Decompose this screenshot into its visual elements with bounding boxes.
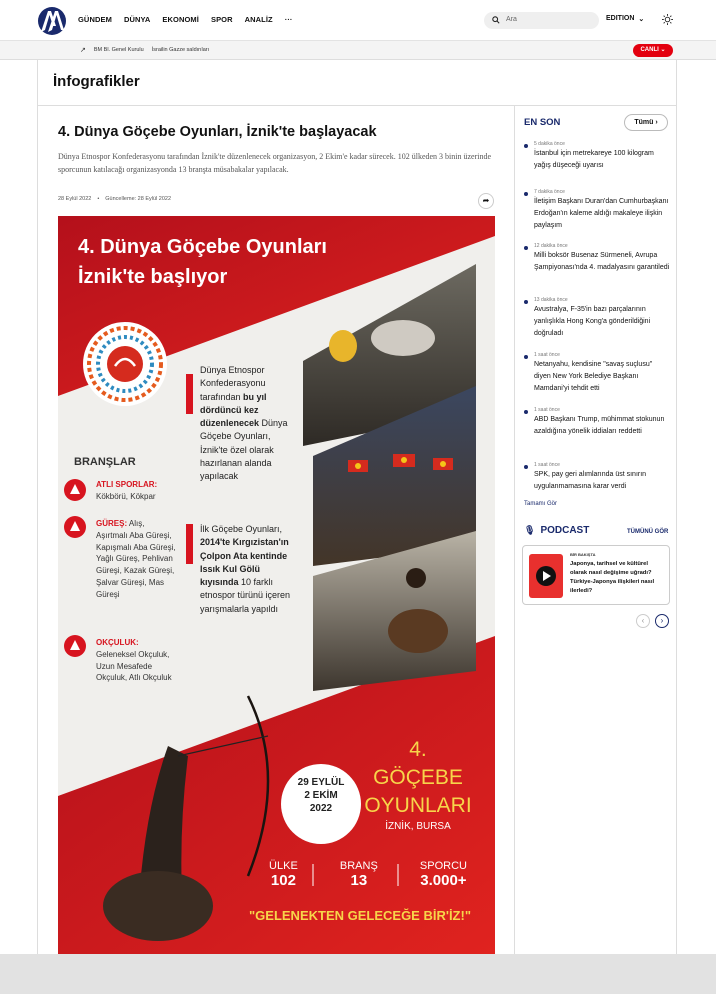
text: Dünya Etnospor Konfederasyonu tarafından: [200, 365, 266, 402]
trend-icon: ↗: [80, 47, 86, 54]
poster-stats: [248, 860, 488, 889]
main-nav: [78, 15, 293, 24]
date-year: 2022: [309, 803, 333, 814]
stat-brans: [340, 860, 378, 889]
edition-label: EDITION: [606, 15, 635, 22]
bullet: [524, 192, 528, 196]
text: Dünya Göçebe Oyunları, İznik'te özel olarak hazırlanan alanda yapılacak: [200, 418, 288, 482]
all-news-button[interactable]: Tümü ›: [624, 114, 668, 131]
bullet: [524, 410, 528, 414]
poster-slogan: "GELENEKTEN GELECEĞE BİR'İZ!": [249, 908, 471, 923]
branch-text: Geleneksel Okçuluk, Uzun Mesafede Okçuluk, Atlı Okçuluk: [96, 649, 172, 683]
search-icon: [492, 16, 500, 24]
share-icon: ➦: [482, 196, 490, 205]
event-line: 4.: [409, 738, 427, 761]
nav-more-button[interactable]: ···: [284, 15, 293, 24]
page-title: İnfografikler: [53, 73, 140, 90]
poster-title-line2: İznik'te başlıyor: [78, 266, 228, 288]
stat-sporcu: [420, 860, 467, 889]
carousel-next-button[interactable]: ›: [655, 614, 669, 628]
date-start: 29 EYLÜL: [297, 777, 345, 788]
podcast-headline[interactable]: Japonya, tarihsel ve kültürel olarak nasıl değişime uğradı? Türkiye-Japonya ilişkileri nasıl ilerledi?: [570, 561, 655, 594]
divider: [37, 105, 677, 106]
poster-paragraph-1: [200, 364, 296, 484]
branch-text: Kökbörü, Kökpar: [96, 492, 156, 501]
news-headline[interactable]: SPK, pay geri alımlarında üst sınırın uygulanmamasına karar verdi: [534, 471, 647, 490]
latest-news-list: [524, 140, 670, 501]
play-icon: [529, 554, 563, 598]
news-item[interactable]: [524, 188, 670, 242]
news-item[interactable]: [524, 351, 670, 406]
ticker: [80, 46, 209, 54]
stat-value: 13: [350, 872, 368, 889]
podcast-card[interactable]: [522, 545, 670, 605]
news-headline[interactable]: Avustralya, F-35'in bazı parçalarının yanlışlıkla Hong Kong'a gönderildiğini doğruladı: [534, 306, 651, 337]
stat-value: 3.000+: [420, 872, 467, 889]
news-time: 5 dakika önce: [534, 141, 565, 147]
search-input[interactable]: [484, 12, 599, 29]
bullet: [524, 246, 528, 250]
infographic-image: [58, 216, 495, 954]
latest-news-title: EN SON: [524, 117, 561, 128]
news-time: 1 saat önce: [534, 407, 560, 413]
news-headline[interactable]: Milli boksör Busenaz Sürmeneli, Avrupa Şampiyonası'nda 4. madalyasını garantiledi: [534, 252, 670, 271]
nav-spor[interactable]: SPOR: [210, 15, 233, 24]
poster-paragraph-2: [200, 523, 296, 616]
news-item[interactable]: [524, 242, 670, 296]
branch-title: OKÇULUK:: [96, 638, 139, 647]
top-navigation-bar: [0, 0, 716, 41]
carousel-prev-button[interactable]: ‹: [636, 614, 650, 628]
podcast-title: PODCAST: [540, 525, 590, 536]
news-time: 13 dakika önce: [534, 297, 568, 303]
branch-okculuk: [96, 637, 178, 684]
poster-title-line1: 4. Dünya Göçebe Oyunları: [78, 236, 327, 258]
event-place: İZNİK, BURSA: [385, 821, 451, 832]
text: 10 farklı etnospor türünü içeren yarışmalarla yapıldı: [200, 577, 291, 614]
poster-date-badge: [281, 776, 361, 815]
publish-date: 28 Eylül 2022: [58, 196, 92, 202]
news-time: 1 saat önce: [534, 352, 560, 358]
bullet: [524, 144, 528, 148]
news-item[interactable]: [524, 406, 670, 461]
column-divider: [514, 105, 515, 954]
chevron-down-icon: ⌄: [638, 16, 645, 23]
bullet: [524, 300, 528, 304]
news-headline[interactable]: Netanyahu, kendisine "savaş suçlusu" diyen New York Belediye Başkanı Mamdani'yi tehdit etti: [534, 361, 653, 392]
live-button[interactable]: CANLI ⌄: [633, 44, 673, 57]
bottom-scroll-area: [0, 954, 716, 994]
branch-gures: [96, 518, 176, 601]
live-label: CANLI: [640, 47, 659, 53]
event-line: OYUNLARI: [364, 794, 472, 817]
microphone-icon: 🎙: [524, 525, 536, 535]
branch-title: GÜREŞ:: [96, 519, 128, 528]
all-label: Tümü: [634, 119, 654, 126]
sep: •: [97, 196, 100, 202]
article-dates: [58, 196, 171, 202]
text: İlk Göçebe Oyunları,: [200, 524, 283, 534]
news-item[interactable]: [524, 461, 670, 501]
stat-ulke: [269, 860, 298, 889]
text-bold: 2014'te Kırgızistan'ın Çolpon Ata kentinde Issık Kul Gölü kıyısında: [200, 537, 289, 588]
text-bold: bu yıl dördüncü kez düzenlenecek: [200, 391, 267, 429]
branch-atli: [96, 479, 186, 503]
see-all-link[interactable]: Tamamı Gör: [524, 501, 558, 507]
podcast-thumbnail: [529, 554, 563, 598]
news-headline[interactable]: ABD Başkanı Trump, mühimmat stokunun azaldığına yönelik iddiaları reddetti: [534, 416, 665, 435]
branch-title: ATLI SPORLAR:: [96, 480, 158, 489]
podcast-see-all-link[interactable]: TÜMÜNÜ GÖR: [627, 529, 669, 535]
stat-label: ÜLKE: [269, 860, 298, 872]
podcast-header: [524, 525, 589, 536]
article-summary: Dünya Etnospor Konfederasyonu tarafından İznik'te düzenlenecek organizasyon, 2 Ekim'e kadar sürecek. 102 ülkeden 3 binin üzerinde sporcunun katılacağı organizasyonda 13 branşta müsabakalar yapılacak.: [58, 152, 492, 174]
news-time: 1 saat önce: [534, 462, 560, 468]
bullet: [524, 355, 528, 359]
nav-analiz[interactable]: ANALİZ: [244, 15, 273, 24]
ticker-item[interactable]: BM Bl. Genel Kurulu: [93, 47, 144, 53]
nav-ekonomi[interactable]: EKONOMİ: [162, 15, 199, 24]
branch-text: Alış, Aşırtmalı Aba Güreşi, Kapışmalı Aba Güreşi, Yağlı Güreş, Pehlivan Güreşi, Kazak Güreşi, Şalvar Güreşi, Mas Güreşi: [96, 519, 176, 599]
share-button[interactable]: [478, 193, 494, 209]
branches-title: BRANŞLAR: [74, 456, 136, 468]
aa-logo[interactable]: [36, 6, 68, 36]
date-end: 2 EKİM: [304, 790, 338, 801]
stat-value: 102: [270, 872, 296, 889]
theme-toggle-icon[interactable]: [662, 14, 673, 25]
podcast-tag: BİR BAKIŞTA: [570, 552, 596, 557]
ticker-item[interactable]: İsrailin Gazze saldırıları: [151, 47, 210, 53]
news-item[interactable]: [524, 296, 670, 351]
article-title: 4. Dünya Göçebe Oyunları, İznik'te başlayacak: [58, 124, 377, 140]
news-item[interactable]: [524, 140, 670, 188]
edition-selector[interactable]: [606, 15, 644, 23]
stat-label: BRANŞ: [339, 860, 378, 872]
nav-dunya[interactable]: DÜNYA: [123, 15, 151, 24]
news-headline[interactable]: İletişim Başkanı Duran'dan Cumhurbaşkanı Erdoğan'ın kaleme aldığı makaleye ilişkin paylaşım: [534, 198, 669, 229]
news-headline[interactable]: İstanbul için metrekareye 100 kilogram yağış düşeceği uyarısı: [534, 150, 654, 169]
nav-gundem[interactable]: GÜNDEM: [78, 15, 112, 24]
news-time: 12 dakika önce: [534, 243, 568, 249]
event-line: GÖÇEBE: [373, 766, 463, 789]
bullet: [524, 465, 528, 469]
poster-event-name: [358, 736, 478, 834]
news-time: 7 dakika önce: [534, 189, 565, 195]
poster-title: [78, 232, 418, 292]
search-placeholder: Ara: [506, 16, 517, 23]
stat-label: SPORCU: [419, 860, 467, 872]
updated-date: Güncelleme: 28 Eylül 2022: [105, 196, 172, 202]
